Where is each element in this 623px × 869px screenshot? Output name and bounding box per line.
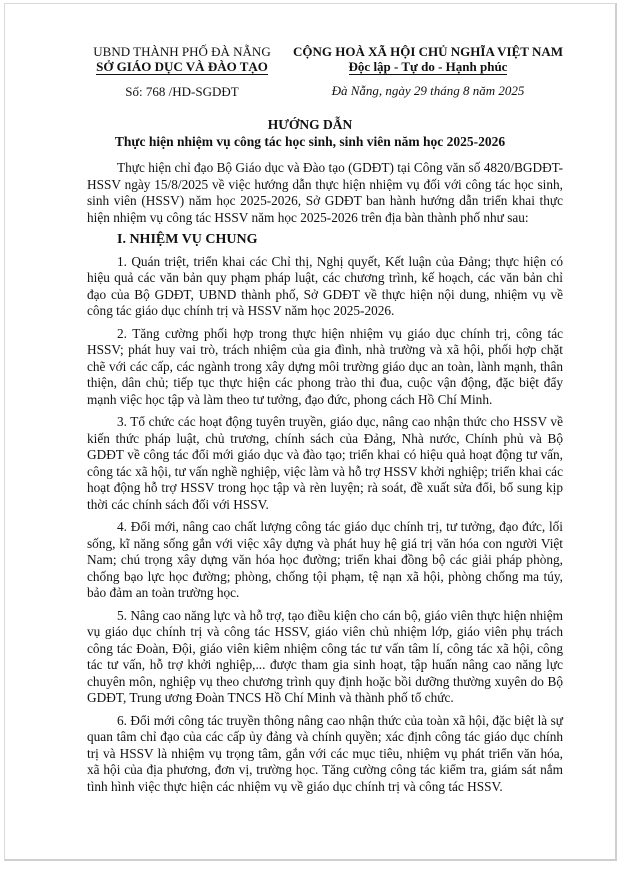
document-subject: Thực hiện nhiệm vụ công tác học sinh, sinh viên năm học 2025-2026: [114, 134, 506, 149]
list-item: 2. Tăng cường phối hợp trong thực hiện nhiệm vụ giáo dục chính trị, công tác HSSV; phát huy vai trò, trách nhiệm của gia đình, nhà trường và xã hội, phối hợp chặt chẽ với các cấp, các ngành trong xây dựng môi trường giáo dục an toàn, lành mạnh, thân thiện, dân chủ; tiếp tục thực hiện các phong trào thi đua, cuộc vận động, đặc biệt đẩy mạnh việc học tập và làm theo tư tưởng, đạo đức, phong cách Hồ Chí Minh.: [87, 325, 563, 407]
issuing-authority: [89, 44, 275, 99]
document-type: HƯỚNG DẪN: [267, 117, 353, 132]
motto: Độc lập - Tự do - Hạnh phúc: [348, 59, 508, 74]
list-item: 4. Đổi mới, nâng cao chất lượng công tác giáo dục chính trị, tư tưởng, đạo đức, lối sống, kĩ năng sống gắn với việc xây dựng và phát huy hệ giá trị văn hóa con người Việt Nam; chú trọng xây dựng văn hóa học đường; triển khai đồng bộ các giải pháp phòng, chống bạo lực học đường; phòng, chống tội phạm, tệ nạn xã hội, phòng chống ma túy, bảo đảm an toàn trường học.: [87, 519, 563, 600]
document-number: Số: 768 /HD-SGDĐT: [125, 84, 239, 99]
document-date: Đà Nẵng, ngày 29 tháng 8 năm 2025: [331, 83, 525, 98]
department-name: SỞ GIÁO DỤC VÀ ĐÀO TẠO: [96, 59, 268, 74]
national-motto: [278, 44, 578, 98]
authority-name: UBND THÀNH PHỐ ĐÀ NẴNG: [93, 44, 271, 59]
document-page: [4, 3, 617, 861]
document-title: [5, 117, 615, 150]
section-heading: I. NHIỆM VỤ CHUNG: [117, 232, 258, 247]
document-body: [87, 160, 563, 801]
list-item: 6. Đổi mới công tác truyền thông nâng cao nhận thức của toàn xã hội, đặc biệt là sự quan tâm chỉ đạo của các cấp ủy đảng và chính quyền; xác định công tác giáo dục chính trị và HSSV là nhiệm vụ trọng tâm, gắn với các mục tiêu, nhiệm vụ phát triển văn hóa, xã hội của địa phương, đơn vị, trường học. Tăng cường công tác kiểm tra, giám sát nắm tình hình việc thực hiện các nhiệm vụ về giáo dục chính trị và công tác HSSV.: [87, 712, 563, 794]
document-header: [5, 44, 615, 104]
country-name: CỘNG HOÀ XÃ HỘI CHỦ NGHĨA VIỆT NAM: [292, 44, 564, 59]
list-item: 3. Tổ chức các hoạt động tuyên truyền, giáo dục, nâng cao nhận thức cho HSSV về kiến thức pháp luật, chủ trương, chính sách của Đảng, Nhà nước, Chính phủ và Bộ GDĐT về công tác đổi mới giáo dục và đào tạo; triển khai có hiệu quả hoạt động tư vấn, công tác xã hội, tư vấn nghề nghiệp, việc làm và hỗ trợ HSSV khởi nghiệp; triển khai các hoạt động hỗ trợ HSSV trong học tập và rèn luyện; rà soát, đề xuất sửa đổi, bổ sung kịp thời các chính sách đối với HSSV.: [87, 414, 563, 512]
intro-paragraph: Thực hiện chỉ đạo Bộ Giáo dục và Đào tạo (GDĐT) tại Công văn số 4820/BGDĐT-HSSV ngày 15/8/2025 về việc hướng dẫn thực hiện nhiệm vụ đối với công tác học sinh, sinh viên (HSSV) năm học 2025-2026, Sở GDĐT ban hành hướng dẫn triển khai thực hiện nhiệm vụ công tác HSSV năm học 2025-2026 trên địa bàn thành phố như sau:: [87, 160, 563, 225]
list-item: 5. Nâng cao năng lực và hỗ trợ, tạo điều kiện cho cán bộ, giáo viên thực hiện nhiệm vụ giáo dục chính trị và công tác HSSV, giáo viên chủ nhiệm lớp, giáo viên phụ trách công tác Đoàn, Đội, giáo viên kiêm nhiệm công tác tư vấn tâm lí, công tác xã hội, công tác tư vấn, hỗ trợ khởi nghiệp,... được tham gia sinh hoạt, tập huấn nâng cao năng lực chuyên môn, nghiệp vụ theo chương trình quy định hoặc bồi dưỡng thường xuyên do Bộ GDĐT, Trung ương Đoàn TNCS Hồ Chí Minh và thành phố tổ chức.: [87, 607, 563, 705]
list-item: 1. Quán triệt, triển khai các Chỉ thị, Nghị quyết, Kết luận của Đảng; thực hiện có hiệu quả các văn bản quy phạm pháp luật, các chương trình, kế hoạch, các văn bản chỉ đạo của Bộ GDĐT, UBND thành phố, Sở GDĐT về thực hiện nội dung, nhiệm vụ về công tác giáo dục chính trị và HSSV năm học 2025-2026.: [87, 253, 563, 318]
